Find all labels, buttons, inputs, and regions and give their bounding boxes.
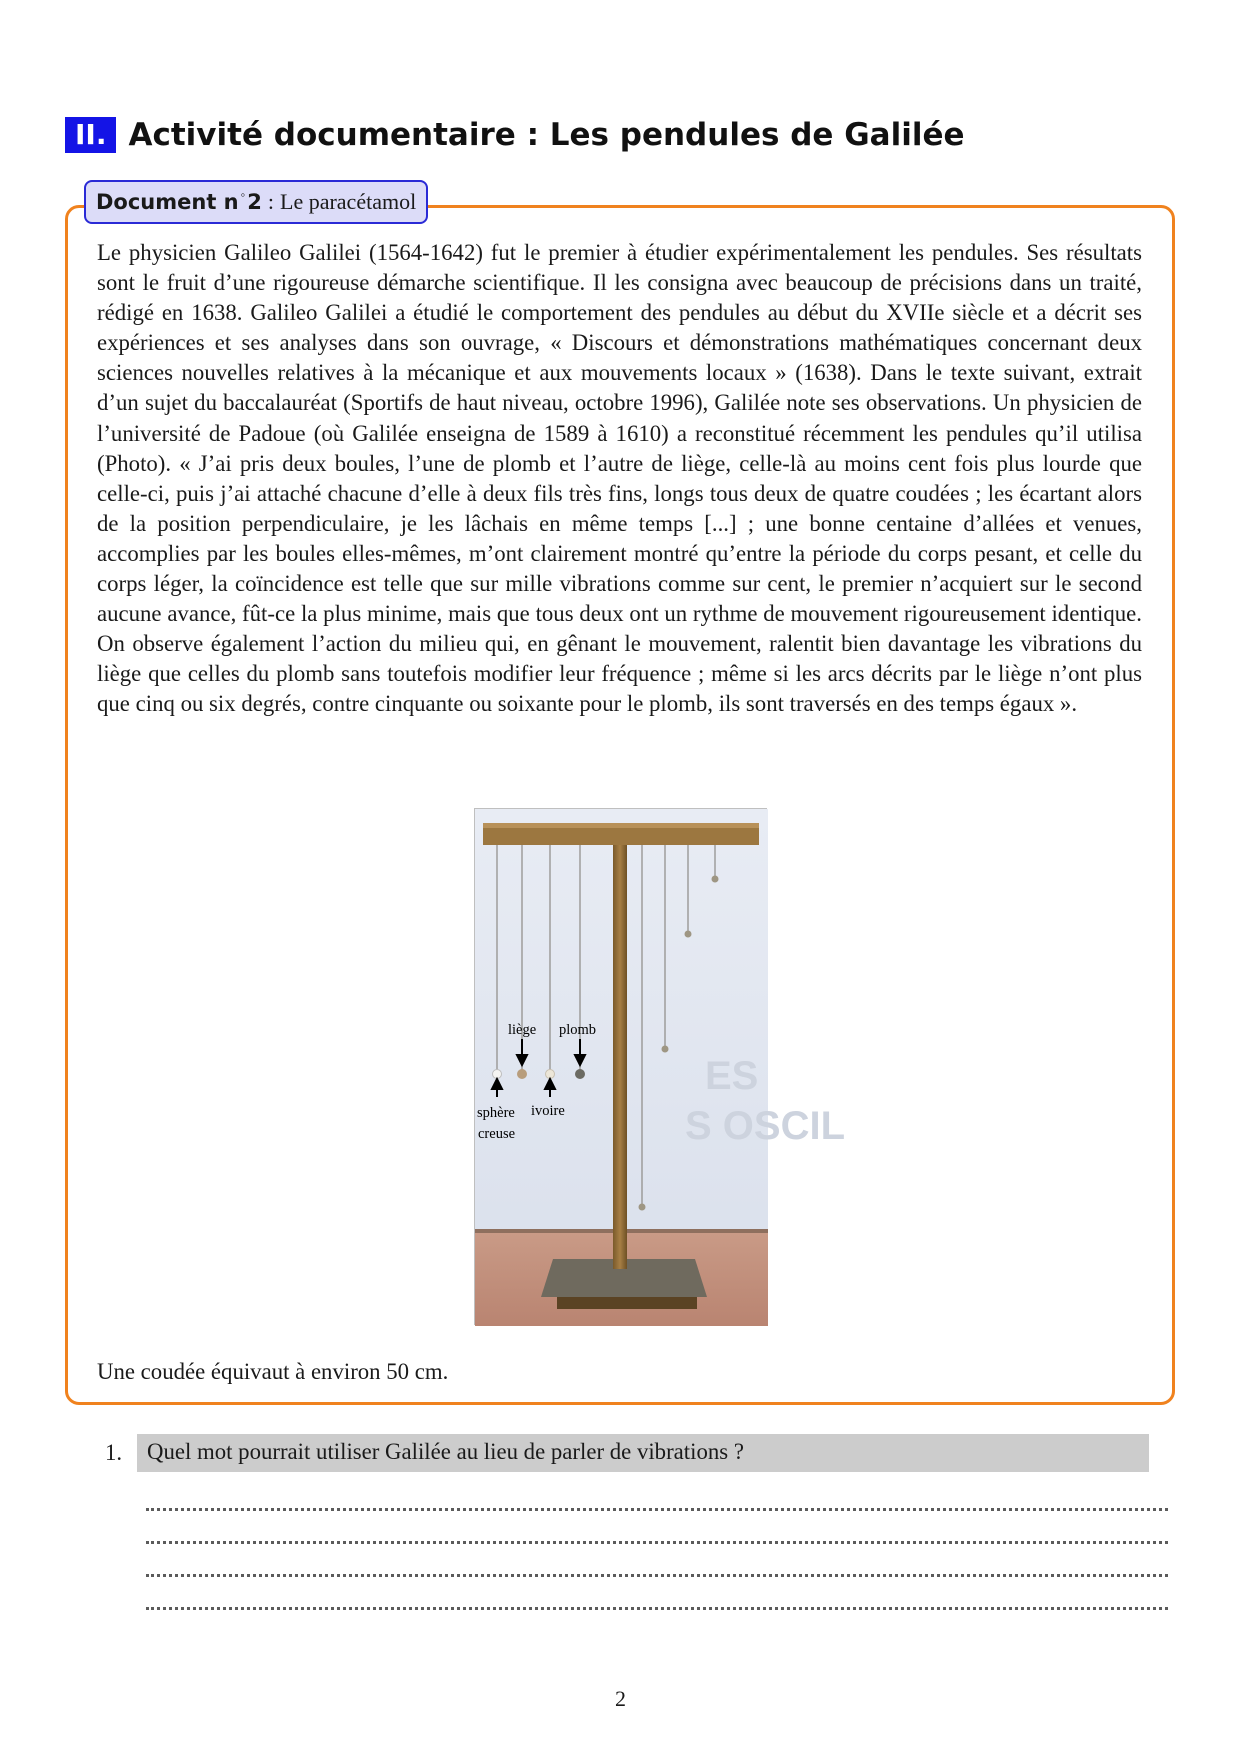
pendulum-ball [685,931,692,938]
crossbar-highlight [483,823,759,828]
answer-line[interactable] [146,1539,1168,1544]
lead-ball [575,1069,585,1079]
question-number: 1. [105,1440,123,1465]
question-1 [105,1434,1149,1472]
document-text: Le physicien Galileo Galilei (1564-1642) fut le premier à étudier expérimentalement les pendules. Ses résultats sont le fruit d’une rigoureuse démarche scientifique. Il les consigna avec beaucoup de précisions dans un traité, rédigé en 1638. Galileo Galilei a étudié le comportement des pendules au début du XVIIe siècle et a décrit ses expériences et ses analyses dans son ouvrage, « Discours et démonstrations mathématiques concernant deux sciences nouvelles relatives à la mécanique et aux mouvements locaux » (1638). Dans le texte suivant, extrait d’un sujet du baccalauréat (Sportifs de haut niveau, octobre 1996), Galilée note ses observations. Un physicien de l’université de Padoue (où Galilée enseigna de 1589 à 1610) a reconstitué récemment les pendules qu’il utilisa (Photo). « J’ai pris deux boules, l’une de plomb et l’autre de liège, celle-là au moins cent fois plus lourde que celle-ci, puis j’ai attaché chacune d’elle à deux fils très fins, longs tous deux de quatre coudées ; les écartant alors de la position perpendiculaire, je les lâchais en même temps [...] ; une bonne centaine d’allées et venues, accomplies par les boules elles-mêmes, m’ont clairement montré qu’entre la période du corps pesant, et celle du corps léger, la coïncidence est telle que sur mille vibrations comme sur cent, le premier n’acquiert sur le second aucune avance, fût-ce la plus minime, mais que tous deux ont un rythme de mouvement rigoureusement identique. On observe également l’action du milieu qui, en gênant le mouvement, ralentit bien davantage les vibrations du liège que celles du plomb sans toutefois modifier leur fréquence ; même si les arcs décrits par le liège n’ont plus que cinq ou six degrés, contre cinquante ou soixante pour le plomb, ils sont traversés en des temps égaux ». [97,240,1142,717]
wall-lettering-decor: S OSCIL [685,1104,846,1148]
wall-lettering-decor: ES [705,1054,759,1098]
pendulum-ball [639,1204,646,1211]
question-text: Quel mot pourrait utiliser Galilée au lieu de parler de vibrations ? [137,1434,1149,1472]
answer-line[interactable] [146,1506,1168,1511]
page-number: 2 [615,1686,626,1711]
section-heading [65,114,965,156]
label-ivoire: ivoire [531,1103,565,1119]
label-liege: liège [508,1022,537,1038]
stand-foot [557,1297,697,1309]
answer-line[interactable] [146,1605,1168,1610]
pendulum-ball [712,876,719,883]
cork-ball [517,1069,527,1079]
document-label [84,180,428,224]
document-note: Une coudée équivaut à environ 50 cm. [97,1359,449,1384]
document-label-separator: : [267,189,274,214]
document-label-number: 2 [247,190,262,214]
stand-post [613,829,627,1269]
label-creuse: creuse [478,1126,516,1142]
pendulum-illustration [475,809,846,1326]
pendulum-photo [474,808,846,1325]
document-label-prefix: Document n [96,190,239,214]
document-label-degree: ◦ [240,187,246,202]
label-plomb: plomb [559,1022,597,1038]
answer-line[interactable] [146,1572,1168,1577]
section-title: Activité documentaire : Les pendules de Galilée [128,117,965,153]
pendulum-ball [662,1046,669,1053]
label-sphere: sphère [477,1105,515,1121]
section-number-badge: II. [65,117,116,153]
document-label-title: Le paracétamol [280,189,417,214]
